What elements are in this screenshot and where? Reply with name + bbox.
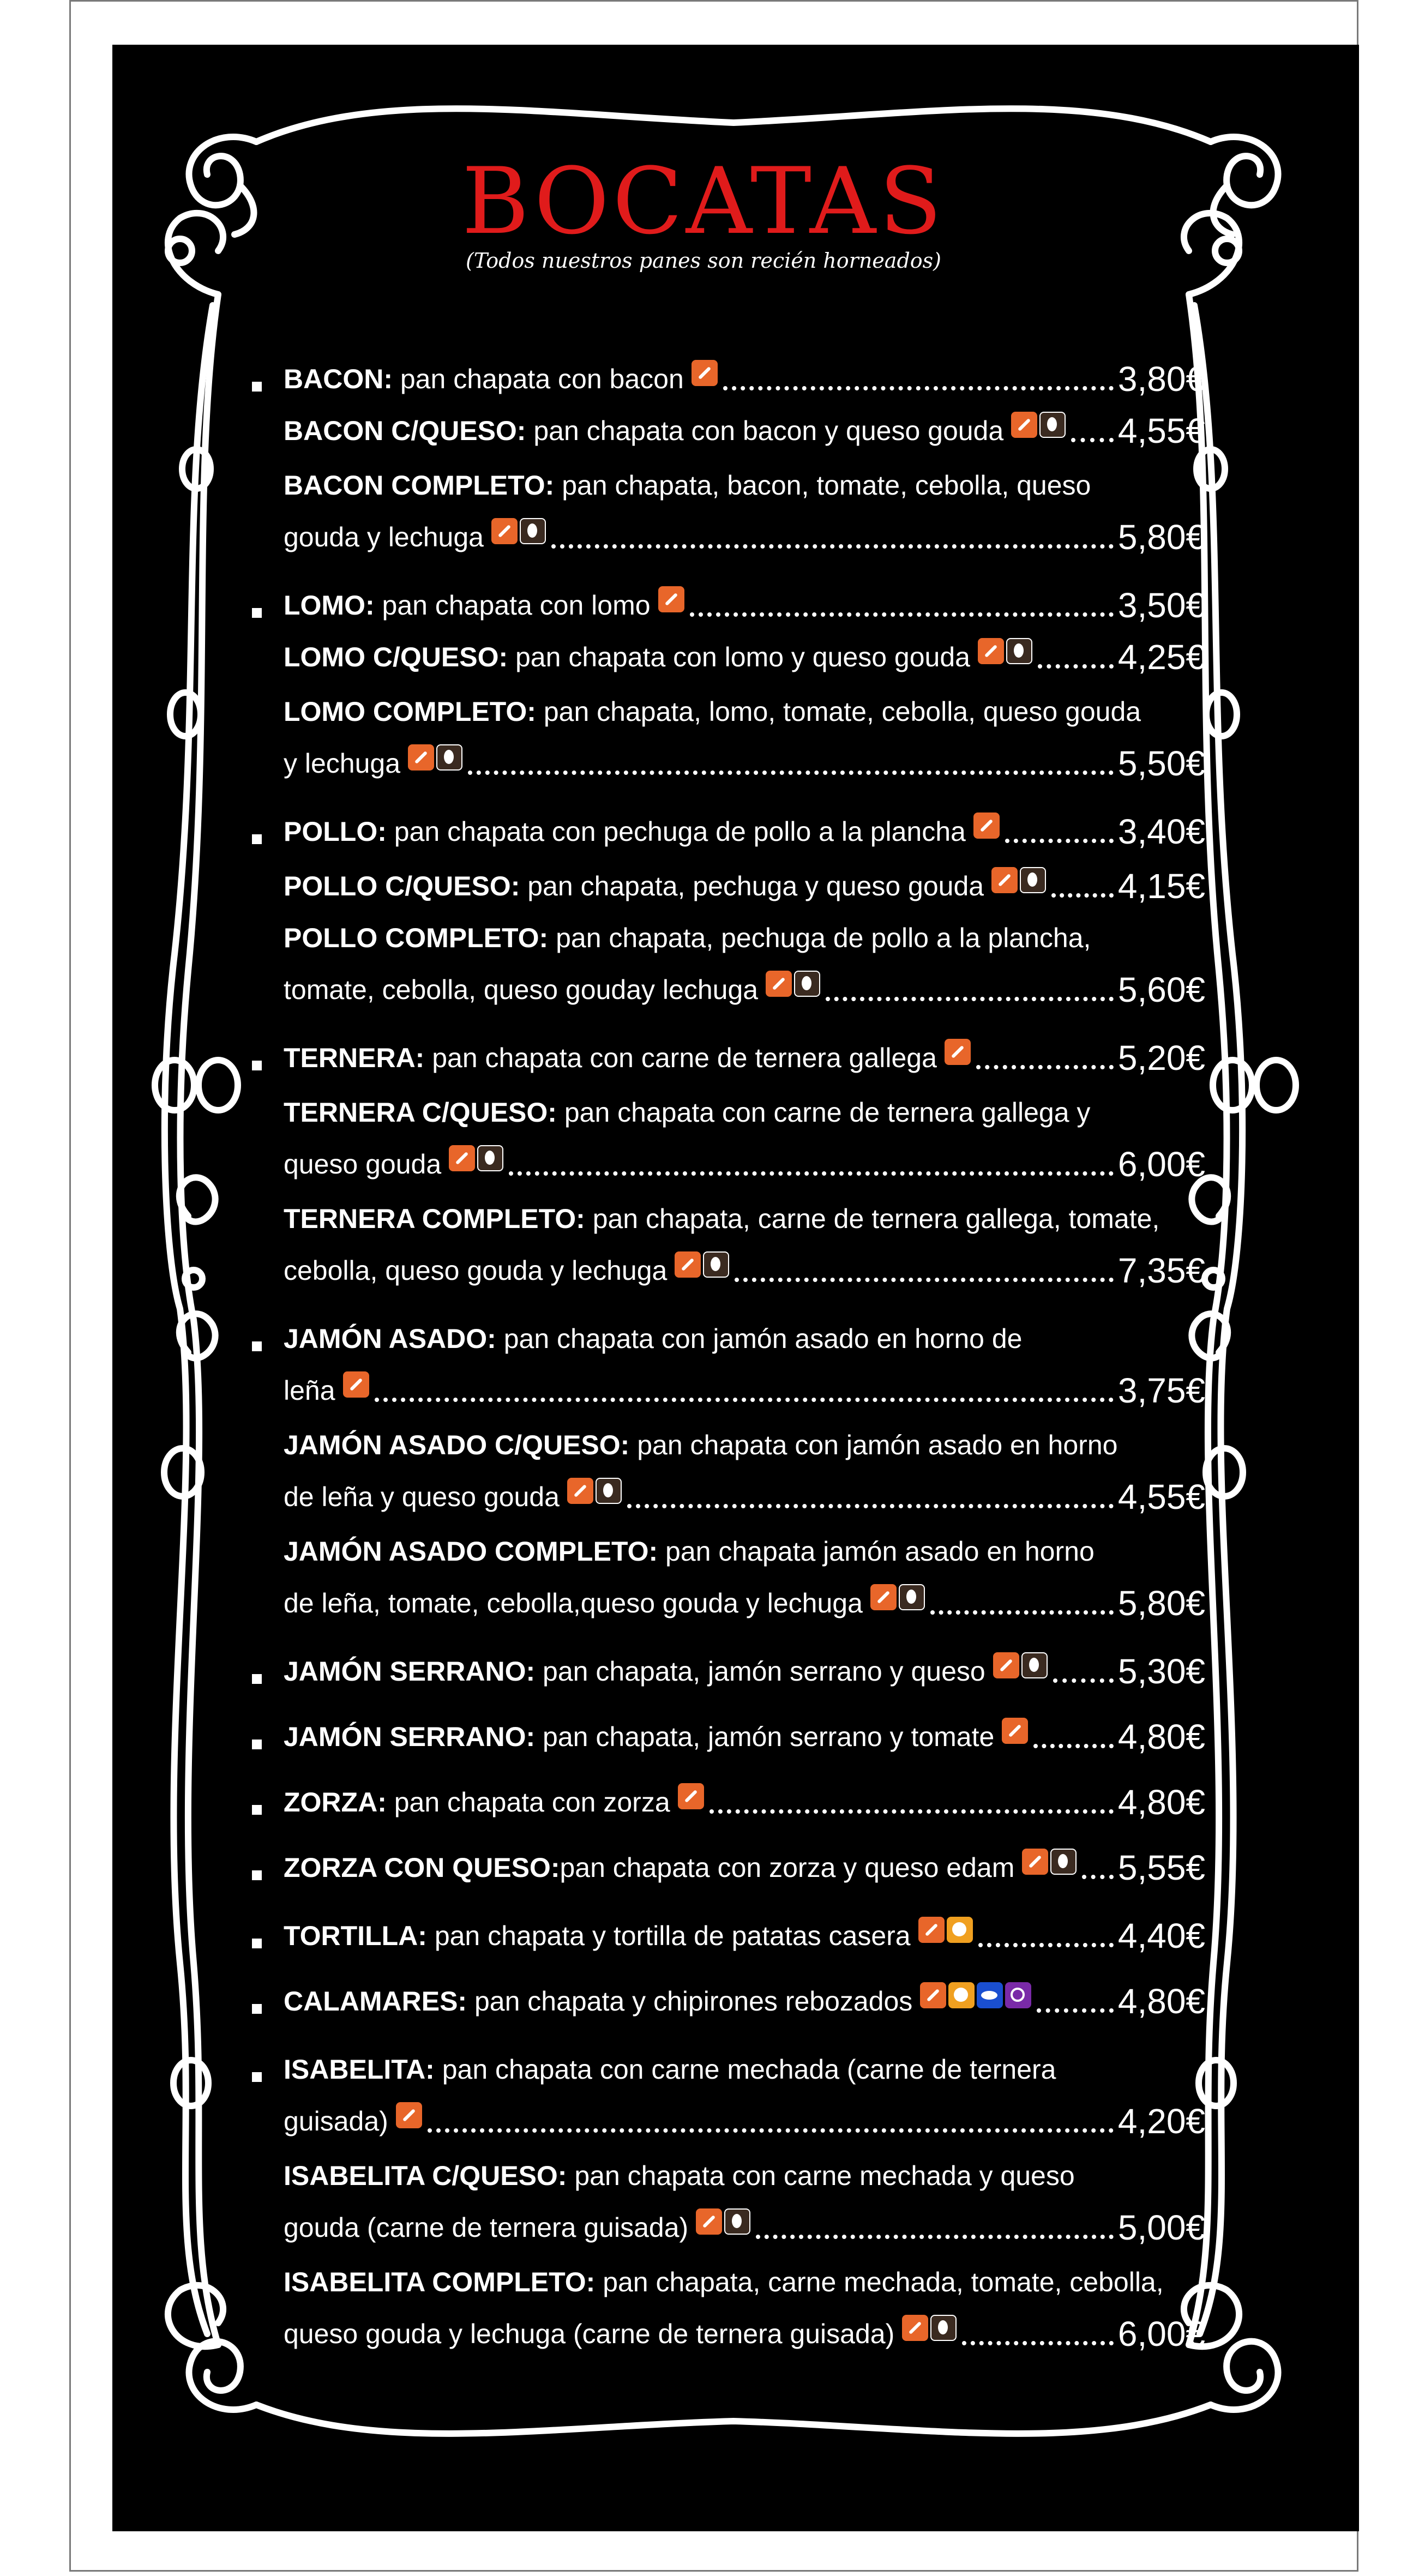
menu-item-text (284, 919, 1091, 957)
lactose-icon (899, 1584, 925, 1610)
mollusc-icon (1005, 1982, 1031, 2008)
menu-item-price: 3,40€ (1117, 812, 1205, 851)
menu-item-description: gouda (carne de ternera guisada) (284, 2212, 689, 2243)
menu-item-description: pan chapata, bacon, tomate, cebolla, queso (554, 470, 1091, 501)
dot-leader (709, 1802, 1114, 1814)
menu-item-line (284, 586, 1205, 624)
allergen-icons (396, 2102, 422, 2128)
menu-item-line (284, 1532, 1205, 1570)
menu-item-name: LOMO C/QUESO: (284, 642, 508, 672)
menu-item-description: pan chapata, lomo, tomate, cebolla, queso gouda (536, 696, 1141, 727)
menu-item-text (284, 1371, 335, 1410)
menu-item-description: pan chapata, pechuga y queso gouda (520, 871, 984, 901)
menu-item-line (284, 919, 1205, 957)
menu-item-price: 5,30€ (1117, 1652, 1205, 1691)
menu-item-text (284, 1200, 1159, 1238)
menu-item-line (284, 1371, 1205, 1410)
menu-item-description: y lechuga (284, 748, 401, 779)
gluten-icon (993, 1652, 1019, 1678)
menu-item-line (284, 1426, 1205, 1464)
menu-item-text (284, 1917, 911, 1955)
menu-item-line (284, 2050, 1205, 2089)
menu-item-text (284, 586, 651, 624)
menu-item-description: pan chapata, carne mechada, tomate, cebolla, (595, 2267, 1164, 2297)
menu-item-name: ZORZA CON QUESO: (284, 1852, 560, 1883)
menu-item-text (284, 1039, 937, 1077)
menu-item-description: pan chapata y chipirones rebozados (467, 1986, 913, 2017)
dot-leader (1037, 2001, 1114, 2013)
menu-item-line (284, 1251, 1205, 1290)
allergen-icons (945, 1039, 971, 1065)
menu-item-name: TERNERA C/QUESO: (284, 1097, 557, 1128)
lactose-icon (596, 1478, 622, 1504)
menu-item-line (284, 1917, 1205, 1955)
menu-item-name: TORTILLA: (284, 1921, 427, 1951)
menu-item-description: pan chapata con zorza (386, 1787, 670, 1817)
menu-item-name: TERNERA: (284, 1043, 425, 1073)
menu-item-name: BACON C/QUESO: (284, 416, 526, 446)
menu-item-name: JAMÓN ASADO C/QUESO: (284, 1430, 630, 1460)
dot-leader (1071, 430, 1114, 442)
menu-item-text (284, 518, 484, 556)
menu-item-description: pan chapata con jamón asado en horno (629, 1430, 1118, 1460)
lactose-icon (1020, 867, 1046, 893)
menu-item-line (284, 1849, 1205, 1887)
menu-item-description: pan chapata con zorza y queso edam (560, 1852, 1015, 1883)
menu-item-line (284, 693, 1205, 731)
menu-item-description: pan chapata con carne de ternera gallega y (556, 1097, 1091, 1128)
dot-leader (1005, 831, 1114, 843)
allergen-icons (902, 2315, 957, 2341)
dot-leader (509, 1164, 1114, 1176)
dot-leader (1033, 1736, 1114, 1748)
menu-item-price: 3,50€ (1117, 586, 1205, 625)
lactose-icon (724, 2208, 750, 2235)
lactose-icon (1039, 412, 1066, 438)
lactose-icon (930, 2315, 957, 2341)
menu-item-name: JAMÓN ASADO: (284, 1323, 496, 1354)
lactose-icon (1021, 1652, 1048, 1678)
menu-item-description: de leña y queso gouda (284, 1482, 560, 1512)
allergen-icons (991, 867, 1046, 893)
menu-item-line (284, 1200, 1205, 1238)
menu-item-price: 5,60€ (1117, 970, 1205, 1009)
menu-item-description: guisada) (284, 2106, 388, 2136)
menu-item-price: 4,40€ (1117, 1916, 1205, 1955)
menu-item-description: pan chapata con carne de ternera gallega (424, 1043, 937, 1073)
menu-item-line (284, 412, 1205, 450)
gluten-icon (343, 1371, 369, 1398)
menu-item-price: 6,00€ (1117, 1145, 1205, 1184)
menu-item-price: 3,75€ (1117, 1371, 1205, 1410)
menu-item-line (284, 1982, 1205, 2020)
menu-item-line (284, 518, 1205, 556)
allergen-icons (675, 1251, 729, 1278)
menu-item-description: pan chapata con pechuga de pollo a la plancha (386, 816, 966, 847)
dot-leader (735, 1270, 1114, 1282)
gluten-icon (902, 2315, 928, 2341)
menu-item-name: JAMÓN SERRANO: (284, 1656, 536, 1687)
menu-item-text (284, 867, 984, 905)
menu-item-price: 4,55€ (1117, 1477, 1205, 1516)
menu-item-name: JAMÓN SERRANO: (284, 1722, 536, 1752)
menu-item-description: tomate, cebolla, queso gouday lechuga (284, 974, 759, 1005)
menu-item-price: 5,80€ (1117, 517, 1205, 557)
gluten-icon (678, 1783, 704, 1809)
allergen-icons (696, 2208, 750, 2235)
menu-item-name: LOMO COMPLETO: (284, 696, 536, 727)
menu-item-line (284, 1718, 1205, 1756)
menu-subtitle: (Todos nuestros panes son recién horneados) (466, 249, 941, 273)
egg-icon (947, 1917, 973, 1943)
bullet-marker (252, 1805, 262, 1815)
allergen-icons (658, 586, 684, 612)
menu-item-line (284, 867, 1205, 905)
menu-item-description: pan chapata, jamón serrano y tomate (535, 1722, 995, 1752)
dot-leader (930, 1603, 1114, 1615)
menu-item-line (284, 2157, 1205, 2195)
gluten-icon (408, 744, 434, 771)
gluten-icon (449, 1145, 475, 1171)
dot-leader (1053, 1671, 1114, 1683)
menu-item-line (284, 2208, 1205, 2247)
menu-item-description: pan chapata con bacon (392, 364, 684, 394)
menu-item-description: de leña, tomate, cebolla,queso gouda y lechuga (284, 1588, 863, 1618)
gluten-icon (920, 1982, 946, 2008)
menu-item-text (284, 2050, 1056, 2089)
dot-leader (468, 763, 1114, 775)
menu-item-name: POLLO COMPLETO: (284, 923, 549, 953)
menu-item-name: TERNERA COMPLETO: (284, 1203, 585, 1234)
dot-leader (551, 537, 1114, 549)
gluten-icon (766, 971, 792, 997)
gluten-icon (675, 1251, 701, 1278)
menu-item-text (284, 971, 758, 1009)
menu-item-description: pan chapata con lomo y queso gouda (508, 642, 970, 672)
menu-item-description: pan chapata, pechuga de pollo a la plancha, (548, 923, 1091, 953)
menu-item-price: 4,20€ (1117, 2102, 1205, 2141)
menu-item-text (284, 693, 1141, 731)
menu-item-line (284, 638, 1205, 676)
menu-item-name: JAMÓN ASADO COMPLETO: (284, 1536, 658, 1567)
dot-leader (962, 2333, 1114, 2345)
menu-item-price: 7,35€ (1117, 1251, 1205, 1290)
allergen-icons (870, 1584, 925, 1610)
menu-item-line (284, 2102, 1205, 2140)
menu-item-text (284, 1093, 1090, 1131)
dot-leader (826, 989, 1114, 1001)
bullet-marker (252, 1740, 262, 1749)
menu-item-text (284, 1478, 560, 1516)
menu-item-name: BACON COMPLETO: (284, 470, 555, 501)
bullet-marker (252, 2004, 262, 2014)
menu-item-name: ISABELITA COMPLETO: (284, 2267, 596, 2297)
gluten-icon (1002, 1718, 1028, 1744)
menu-item-line (284, 1584, 1205, 1622)
menu-item-text (284, 744, 400, 783)
menu-item-description: pan chapata, jamón serrano y queso (535, 1656, 985, 1687)
fish-icon (977, 1982, 1003, 2008)
menu-item-text (284, 2102, 388, 2140)
dot-leader (976, 1057, 1114, 1069)
menu-item-text (284, 1251, 667, 1290)
gluten-icon (978, 638, 1004, 664)
allergen-icons (692, 360, 718, 386)
lactose-icon (477, 1145, 503, 1171)
menu-item-price: 5,55€ (1117, 1848, 1205, 1887)
dot-leader (375, 1390, 1114, 1402)
menu-item-price: 5,00€ (1117, 2208, 1205, 2247)
menu-title: BOCATAS (461, 148, 946, 255)
menu-item-text (284, 412, 1003, 450)
allergen-icons (491, 518, 546, 544)
bullet-marker (252, 608, 262, 618)
menu-item-name: BACON: (284, 364, 393, 394)
bullet-marker (252, 1061, 262, 1070)
menu-item-text (284, 2157, 1075, 2195)
menu-item-line (284, 2315, 1205, 2353)
menu-item-description: gouda y lechuga (284, 522, 484, 552)
gluten-icon (945, 1039, 971, 1065)
allergen-icons (567, 1478, 622, 1504)
allergen-icons (918, 1917, 973, 1943)
gluten-icon (918, 1917, 945, 1943)
menu-item-price: 4,80€ (1117, 1783, 1205, 1822)
menu-item-name: POLLO: (284, 816, 387, 847)
dot-leader (627, 1496, 1114, 1508)
menu-item-line (284, 1783, 1205, 1821)
lactose-icon (703, 1251, 729, 1278)
menu-item-line (284, 971, 1205, 1009)
dot-leader (723, 378, 1114, 390)
allergen-icons (449, 1145, 503, 1171)
gluten-icon (973, 812, 1000, 839)
menu-item-text (284, 638, 970, 676)
menu-item-text (284, 1426, 1117, 1464)
menu-item-line (284, 744, 1205, 783)
bullet-marker (252, 2072, 262, 2082)
menu-item-text (284, 1145, 441, 1183)
dot-leader (1082, 1867, 1113, 1879)
menu-item-line (284, 1320, 1205, 1358)
dot-leader (690, 605, 1114, 617)
allergen-icons (978, 638, 1032, 664)
gluten-icon (1011, 412, 1037, 438)
menu-item-description: queso gouda y lechuga (carne de ternera guisada) (284, 2319, 895, 2349)
gluten-icon (870, 1584, 897, 1610)
allergen-icons (1011, 412, 1066, 438)
menu-item-text (284, 360, 684, 398)
gluten-icon (692, 360, 718, 386)
allergen-icons (1022, 1849, 1077, 1875)
gluten-icon (567, 1478, 593, 1504)
menu-item-price: 6,00€ (1117, 2314, 1205, 2354)
menu-item-text (284, 2263, 1164, 2301)
menu-item-text (284, 812, 966, 851)
menu-item-description: pan chapata jamón asado en horno (658, 1536, 1095, 1567)
menu-item-price: 4,15€ (1117, 866, 1205, 906)
menu-item-text (284, 2315, 894, 2353)
egg-icon (948, 1982, 975, 2008)
menu-item-line (284, 1652, 1205, 1690)
menu-item-price: 4,80€ (1117, 1717, 1205, 1756)
menu-item-line (284, 812, 1205, 851)
menu-item-line (284, 1478, 1205, 1516)
menu-item-description: pan chapata con carne mechada (carne de ternera (434, 2054, 1056, 2085)
dot-leader (1038, 657, 1114, 669)
bullet-marker (252, 382, 262, 392)
lactose-icon (794, 971, 820, 997)
menu-item-name: CALAMARES: (284, 1986, 467, 2017)
menu-item-price: 5,50€ (1117, 744, 1205, 783)
allergen-icons (408, 744, 462, 771)
menu-item-price: 3,80€ (1117, 359, 1205, 399)
allergen-icons (766, 971, 820, 997)
bullet-marker (252, 1341, 262, 1351)
menu-item-name: POLLO C/QUESO: (284, 871, 520, 901)
menu-item-price: 5,80€ (1117, 1584, 1205, 1623)
menu-item-text (284, 1584, 863, 1622)
menu-item-text (284, 1849, 1014, 1887)
gluten-icon (396, 2102, 422, 2128)
menu-item-text (284, 1652, 985, 1690)
menu-item-line (284, 360, 1205, 398)
menu-item-description: pan chapata con carne mechada y queso (567, 2160, 1075, 2191)
gluten-icon (991, 867, 1018, 893)
bullet-marker (252, 1939, 262, 1948)
menu-item-text (284, 1532, 1095, 1570)
allergen-icons (993, 1652, 1048, 1678)
menu-item-text (284, 1320, 1022, 1358)
menu-item-description: pan chapata con jamón asado en horno de (496, 1323, 1023, 1354)
dot-leader (1051, 886, 1114, 898)
menu-item-line (284, 2263, 1205, 2301)
menu-item-description: cebolla, queso gouda y lechuga (284, 1255, 668, 1286)
menu-item-line (284, 1093, 1205, 1131)
gluten-icon (1022, 1849, 1048, 1875)
bullet-marker (252, 1870, 262, 1880)
allergen-icons (920, 1982, 1031, 2008)
menu-item-price: 4,80€ (1117, 1982, 1205, 2021)
menu-item-description: pan chapata, carne de ternera gallega, tomate, (585, 1203, 1160, 1234)
menu-item-text (284, 466, 1091, 504)
menu-item-name: ZORZA: (284, 1787, 387, 1817)
menu-item-text (284, 1783, 670, 1821)
bullet-marker (252, 1674, 262, 1684)
gluten-icon (658, 586, 684, 612)
menu-item-name: ISABELITA: (284, 2054, 435, 2085)
lactose-icon (436, 744, 462, 771)
menu-item-name: ISABELITA C/QUESO: (284, 2160, 567, 2191)
gluten-icon (491, 518, 518, 544)
allergen-icons (678, 1783, 704, 1809)
menu-item-text (284, 1718, 994, 1756)
menu-item-line (284, 466, 1205, 504)
lactose-icon (1006, 638, 1032, 664)
dot-leader (428, 2121, 1114, 2133)
dot-leader (978, 1935, 1114, 1947)
lactose-icon (1050, 1849, 1077, 1875)
menu-item-description: leña (284, 1375, 335, 1406)
allergen-icons (343, 1371, 369, 1398)
menu-item-description: pan chapata y tortilla de patatas casera (426, 1921, 911, 1951)
menu-item-price: 4,25€ (1117, 637, 1205, 677)
menu-item-description: queso gouda (284, 1149, 442, 1179)
gluten-icon (696, 2208, 722, 2235)
menu-item-line (284, 1145, 1205, 1183)
menu-item-price: 5,20€ (1117, 1038, 1205, 1078)
lactose-icon (520, 518, 546, 544)
menu-item-line (284, 1039, 1205, 1077)
allergen-icons (1002, 1718, 1028, 1744)
bullet-marker (252, 834, 262, 844)
menu-item-text (284, 2208, 688, 2247)
dot-leader (756, 2227, 1114, 2239)
menu-item-text (284, 1982, 912, 2020)
allergen-icons (973, 812, 1000, 839)
menu-item-name: LOMO: (284, 590, 375, 621)
menu-item-description: pan chapata con bacon y queso gouda (526, 416, 1004, 446)
menu-item-description: pan chapata con lomo (374, 590, 651, 621)
menu-item-price: 4,55€ (1117, 411, 1205, 450)
